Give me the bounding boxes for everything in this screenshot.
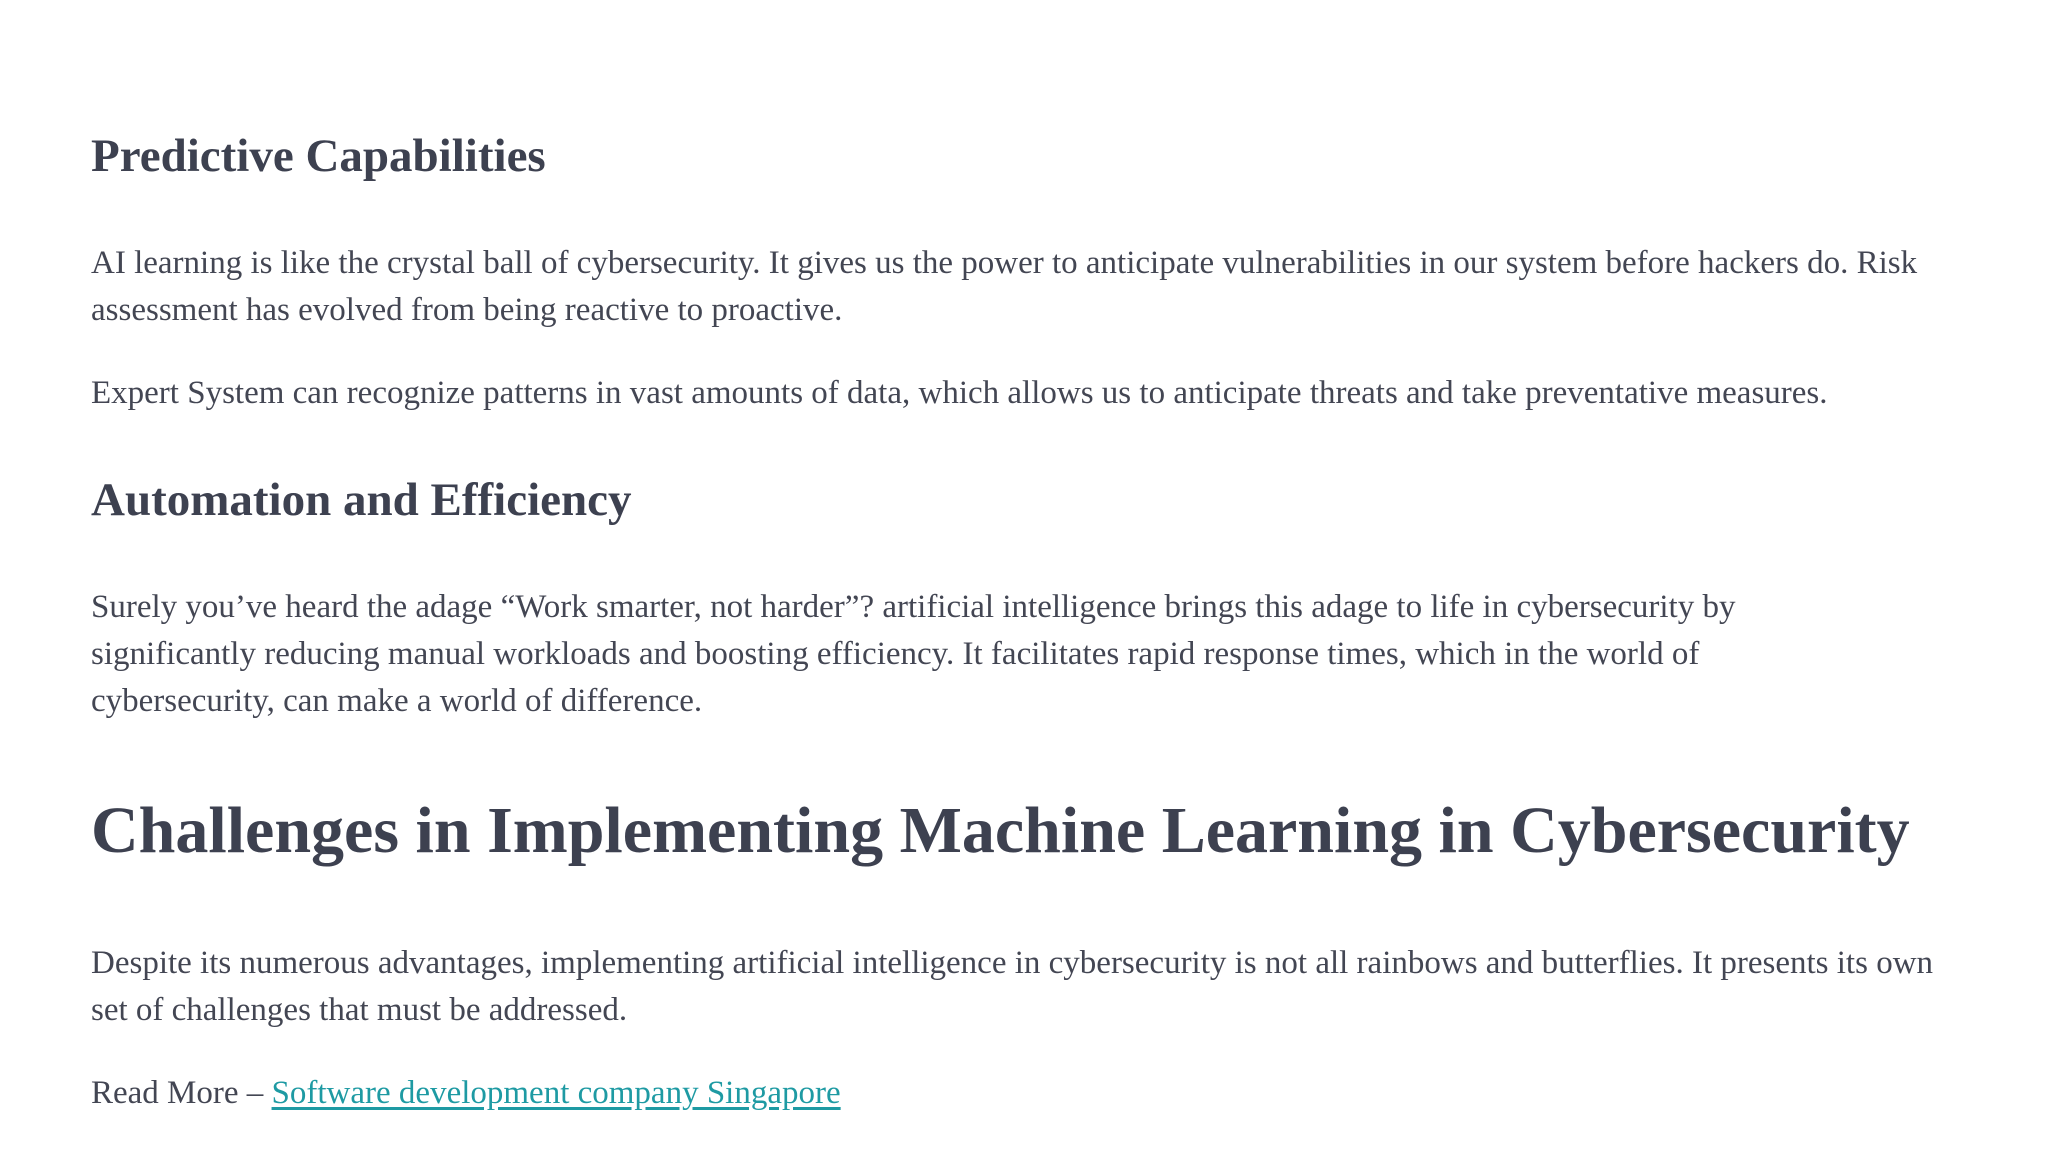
heading-challenges: Challenges in Implementing Machine Learning in Cybersecurity <box>91 794 1910 867</box>
read-more-line <box>91 1070 1981 1117</box>
paragraph-predictive-2: Expert System can recognize patterns in vast amounts of data, which allows us to anticipate threats and take preventative measures. <box>91 375 1828 411</box>
read-more-link[interactable]: Software development company Singapore <box>271 1075 841 1111</box>
read-more-prefix: Read More – <box>91 1075 272 1111</box>
paragraph-predictive-1: AI learning is like the crystal ball of cybersecurity. It gives us the power to anticipate vulnerabilities in our system before hackers do. Risk assessment has evolved from being reactive to proactive. <box>91 245 1918 328</box>
paragraph-challenges-1: Despite its numerous advantages, implementing artificial intelligence in cybersecurity is not all rainbows and butterflies. It presents its own set of challenges that must be addressed. <box>91 945 1934 1028</box>
heading-predictive-capabilities: Predictive Capabilities <box>91 130 546 182</box>
heading-automation-efficiency: Automation and Efficiency <box>91 474 632 526</box>
paragraph-automation-1: Surely you’ve heard the adage “Work smarter, not harder”? artificial intelligence brings this adage to life in cybersecurity by significantly reducing manual workloads and boosting efficiency. It facilitates rapid response times, which in the world of cybersecurity, can make a world of difference. <box>91 589 1736 719</box>
